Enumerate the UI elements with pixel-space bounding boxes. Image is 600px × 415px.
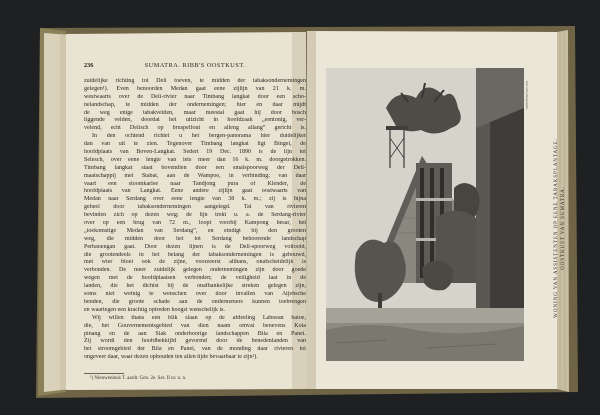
text-line: over op een brug van 72 m., loopt voorbij Kampong besar, het bbox=[84, 220, 306, 227]
text-line: geheel door tabaksondernemingen aangelegd. Tal van rivieren bbox=[84, 204, 306, 211]
page-header bbox=[84, 62, 306, 71]
text-line: liggende velden, doordat het uitzicht in hoofdzaak „eentonig, ver- bbox=[84, 117, 306, 124]
text-line: met wier bloei ook de zijne, voorzeerst althans, onafscheidelijk is bbox=[84, 259, 306, 266]
text-line: Medan naar Serdang over eene lengte van 38 k. m.; zij is bijna bbox=[84, 196, 306, 203]
text-line: en waartegen een krachtig optreden hoogst wenschelijk is. bbox=[84, 306, 226, 313]
text-line: gelegen¹). Even benoorden Medan gaat eene zijlijn van 21 k. m. bbox=[84, 85, 306, 92]
text-line: de weg enige tabakvelden, maar meestal gaat hij door bosch bbox=[84, 109, 306, 116]
text-line: pinang en de aan Siak onderhoorige landschappen Bila en Panei. bbox=[84, 330, 306, 337]
text-line: die grootendeels in het belang der tabaksondernemingen is gebouwd, bbox=[84, 251, 306, 258]
footnote-rule bbox=[84, 373, 124, 374]
caption-line: WONING VAN ASSISTENTEN OP EENE TABAKSPLANTAGE. bbox=[553, 138, 559, 318]
text-line: Zij wordt den hoofdbekkijfd gevormd door de benedenlanden van bbox=[84, 338, 306, 345]
text-line: velend, echt Delisch op bruspelfout en alleng allang” gericht is. bbox=[84, 125, 306, 132]
text-line: wegen met de hoofdplaatsen verbonden; de veiligheid laat in de bbox=[84, 275, 306, 282]
caption-line: OOSTKUST VAN SUMATRA. bbox=[560, 186, 566, 270]
text-line: westwaarts over de Deli-rivier naar Timbang langkat door een scho- bbox=[84, 93, 306, 100]
running-head: SUMATRA. RIBB'S OOSTKUST. bbox=[144, 62, 246, 69]
text-line: hoofdplaats van Langkat. Eene andere zijlijn gaat oostwaarts van bbox=[84, 188, 306, 195]
text-line: Selesch, over eene lengte van iets meer dan 16 k. m. doorgetrokken. bbox=[84, 156, 306, 163]
photograph-image bbox=[326, 68, 524, 361]
text-line: vaart een stoomkarlee naar Tandjong pura of Klender, de bbox=[84, 180, 306, 187]
text-line: In den ochtend richtet u het bergen-panorama hier duidelijker bbox=[92, 133, 306, 140]
text-line: bevinden zich op dezen weg; de lijn trekt u. a. de Serdang-rivier bbox=[84, 212, 306, 219]
text-line: landen, die het dichtst bij de onafhankelijke streken gelegen zijn, bbox=[84, 283, 306, 290]
text-line: het stroomgebied der Bila en Panei, van de monding daar rivieren tot bbox=[84, 346, 306, 353]
text-line: ongeveer daar, waar dezen ophouden ten allen tijde bevaarbaar te zijn¹). bbox=[84, 354, 258, 361]
photograph bbox=[326, 68, 524, 361]
text-line: soms niet weinig te wenschen over door invallen van Atjehsche bbox=[84, 291, 306, 298]
text-line: zuidelijke richting tot Deli toeven, te midden der tabaksondernemingen bbox=[84, 78, 306, 84]
text-line: dan van uit te zien. Tegenover Timbang langkat ligt Bingei, de bbox=[84, 141, 306, 148]
text-line: Timbang langkat staat bovendien door een smalspoorweg der Deli- bbox=[84, 164, 306, 171]
text-line: weg, die midden door het tot Serdang behoorende landschap bbox=[84, 235, 306, 242]
text-line: benden, die groote schade aan de ondernemers kunnen toebrengen bbox=[84, 298, 306, 305]
body-text bbox=[84, 78, 306, 362]
text-line: hoofdplaats van Boven-Langkat. Sedert 19 Dec. 1890 is de lijn tot bbox=[84, 149, 306, 156]
text-line: „toekomstige Medan van Serdang”, en eindigt bij den grooten bbox=[84, 227, 306, 234]
photo-caption bbox=[553, 138, 567, 318]
text-line: die, het Gouvernementsgebied van dien naam omvat benevens Kota bbox=[84, 322, 306, 329]
left-page bbox=[68, 34, 306, 389]
text-line: maatschappij met Stabat, aan de Wampoe, in verbinding; van daar bbox=[84, 172, 306, 179]
page-number: 236 bbox=[84, 62, 94, 69]
footnote: ¹) Nieuwenhuis T. aardr. Gen. 2e. Ser. II nr. n. n. bbox=[90, 376, 187, 381]
photo-credit: Naar eene photographie bbox=[525, 80, 529, 110]
text-line: Perbaoengan gaat. Door dezen lijnen is de Deli-spoorweg voltooid, bbox=[84, 243, 306, 250]
text-line: verbonden. De meer zuidelijk gelegen ondernemingen zijn door goede bbox=[84, 267, 306, 274]
text-line: Wij willen thans een blik slaan op de afdeeling Laboean batoe, bbox=[92, 314, 306, 321]
text-line: nelandschap, te midden der ondernemingen; hier en daar mijdt bbox=[84, 101, 306, 108]
